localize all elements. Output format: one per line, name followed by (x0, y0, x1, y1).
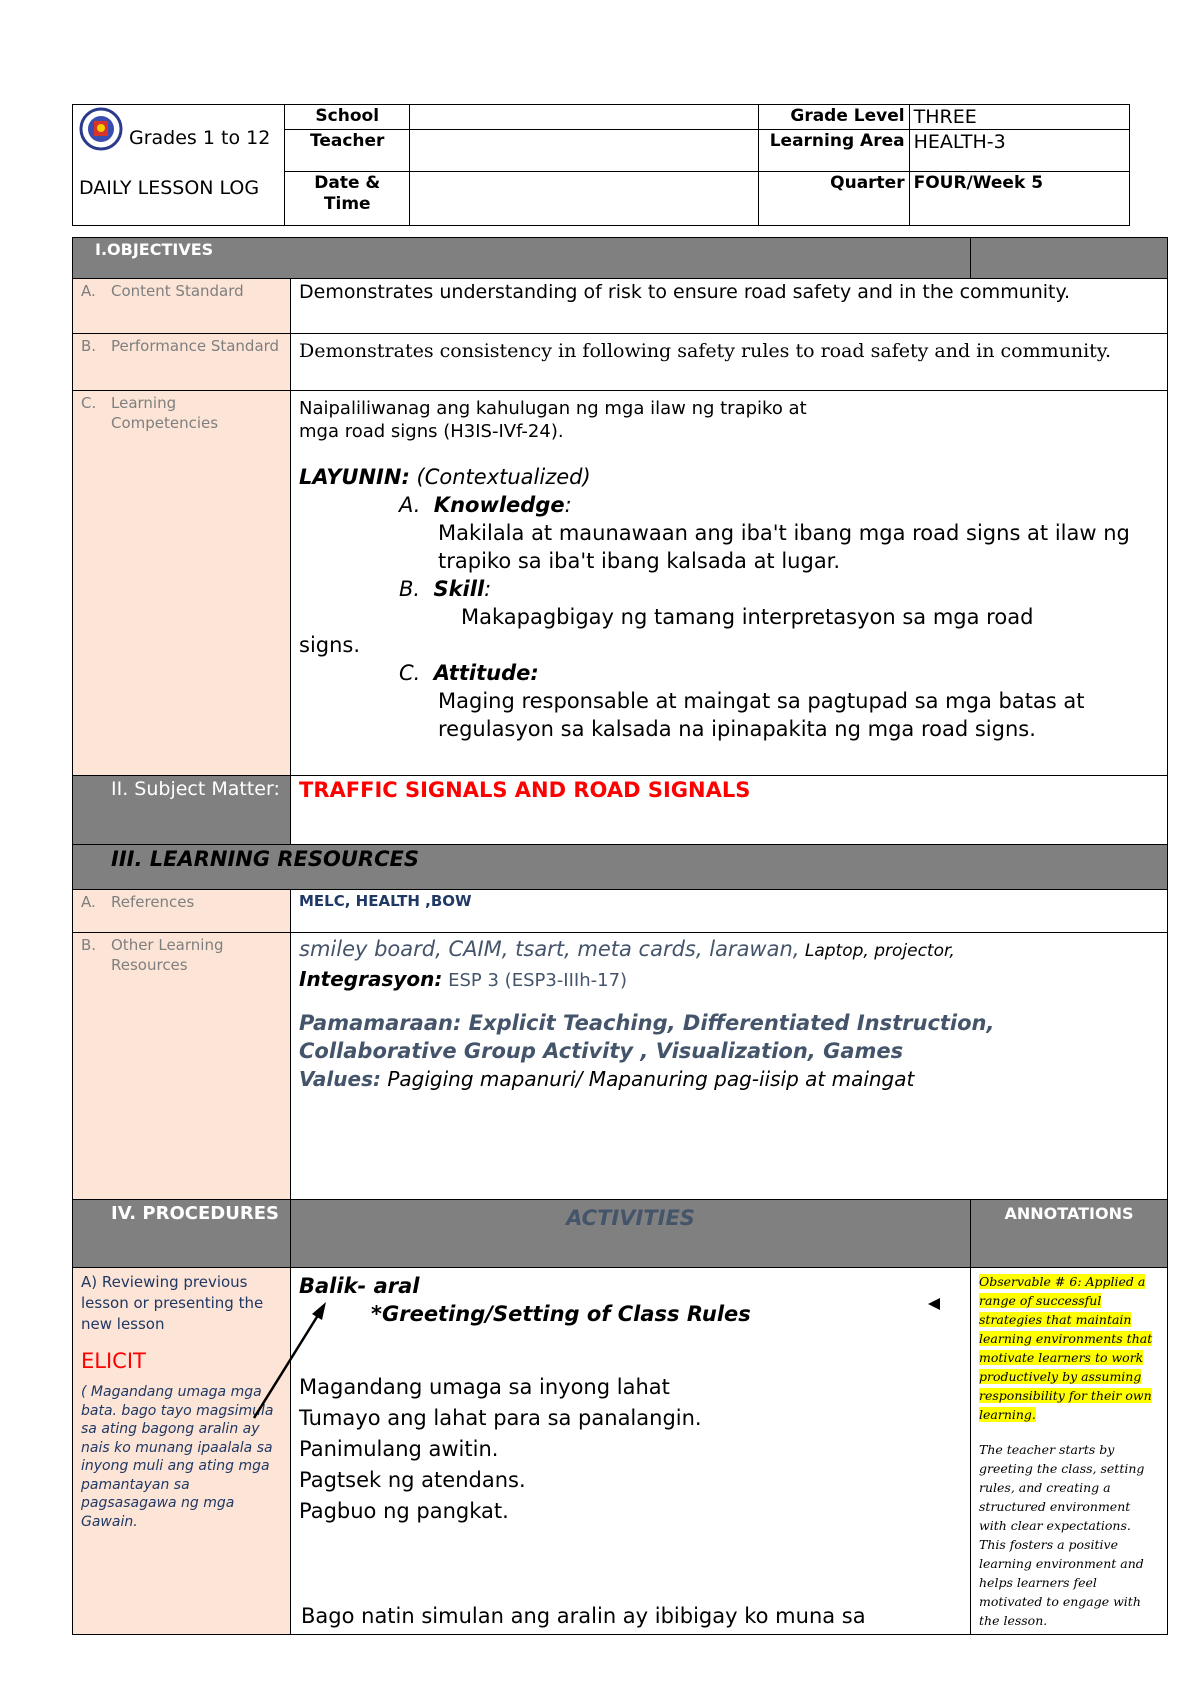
layunin-note: (Contextualized) (416, 465, 591, 489)
other-letter: B. (81, 936, 97, 954)
other-resources-cell (291, 933, 1168, 1200)
other-resources-label (73, 933, 291, 1200)
observable-note: Observable # 6: Applied a range of successful strategies that maintain learning environments that motivate learners to work productively by assuming responsibility for their own learning. (979, 1274, 1153, 1422)
ref-label-text: References (111, 893, 195, 911)
procedures-label: IV. PROCEDURES (73, 1200, 291, 1268)
school-value[interactable] (410, 105, 759, 130)
annotation-cell (971, 1268, 1168, 1635)
lesson-table (72, 237, 1168, 1635)
activity-line-2: Panimulang awitin. (299, 1437, 499, 1461)
activity-line-3: Pagtsek ng atendans. (299, 1468, 526, 1492)
values-label: Values: (299, 1067, 381, 1091)
content-label-text: Content Standard (111, 282, 244, 300)
ref-letter: A. (81, 893, 96, 911)
date-value[interactable] (410, 172, 759, 226)
greeting-rules: *Greeting/Setting of Class Rules (371, 1302, 751, 1326)
activity-line-0: Magandang umaga sa inyong lahat (299, 1375, 670, 1399)
title-line1: Grades 1 to 12 (129, 127, 271, 149)
skill-letter: B. (399, 577, 421, 601)
school-label: School (285, 105, 410, 130)
attitude-letter: C. (399, 661, 421, 685)
performance-label-text: Performance Standard (111, 337, 280, 355)
references-label (73, 890, 291, 933)
area-value[interactable]: HEALTH-3 (909, 130, 1129, 172)
materials-text: smiley board, CAIM, tsart, meta cards, larawan, (299, 937, 800, 961)
quarter-value[interactable]: FOUR/Week 5 (909, 172, 1129, 226)
elicit-label: ELICIT (81, 1349, 146, 1373)
annotations-heading: ANNOTATIONS (971, 1200, 1168, 1268)
objectives-heading-blank (971, 238, 1168, 279)
subject-matter-value: TRAFFIC SIGNALS AND ROAD SIGNALS (291, 776, 1168, 845)
competencies-label (73, 391, 291, 776)
knowledge-letter: A. (399, 493, 421, 517)
knowledge-label: Knowledge (433, 493, 565, 517)
performance-standard-label (73, 334, 291, 391)
teacher-value[interactable] (410, 130, 759, 172)
grade-value[interactable]: THREE (909, 105, 1129, 130)
competency-line1: Naipaliliwanag ang kahulugan ng mga ilaw ng trapiko at (299, 398, 807, 419)
skill-text-a: Makapagbigay ng tamang interpretasyon sa mga road (461, 605, 1034, 629)
elicit-note: ( Magandang umaga mga bata. bago tayo magsimula sa ating bagong aralin ay nais ko munang ipaalala sa inyong muli ang ating mga pamantayan sa pagsasagawa ng mga Gawain. (81, 1384, 274, 1530)
objectives-heading: I.OBJECTIVES (73, 238, 971, 279)
teacher-label: Teacher (285, 130, 410, 172)
knowledge-text: Makilala at maunawaan ang iba't ibang mga road signs at ilaw ng trapiko sa iba't ibang kalsada at lugar. (438, 521, 1130, 573)
performance-standard-text: Demonstrates consistency in following safety rules to road safety and in community. (291, 334, 1168, 391)
competency-label-text: Learning Competencies (111, 394, 219, 432)
subject-matter-label: II. Subject Matter: (73, 776, 291, 845)
materials-small: Laptop, projector, (799, 941, 955, 961)
content-letter: A. (81, 282, 96, 300)
grade-label: Grade Level (758, 105, 909, 130)
header-table (72, 104, 1130, 226)
arrow-connector-icon (240, 1300, 330, 1430)
attitude-text: Maging responsable at maingat sa pagtupad sa mga batas at regulasyon sa kalsada na ipinapakita ng mga road signs. (438, 689, 1085, 741)
skill-label: Skill (433, 577, 485, 601)
competency-letter: C. (81, 394, 97, 412)
integrasyon-label: Integrasyon: (299, 967, 443, 991)
method-line2: Collaborative Group Activity , Visualization, Games (299, 1039, 904, 1063)
deped-seal-icon (79, 107, 123, 157)
integrasyon-value: ESP 3 (ESP3-IIIh-17) (442, 970, 628, 991)
activity-line-1: Tumayo ang lahat para sa panalangin. (299, 1406, 702, 1430)
activities-cell (291, 1268, 971, 1635)
content-standard-label (73, 279, 291, 334)
attitude-label: Attitude: (433, 661, 539, 685)
title-cell (73, 105, 285, 226)
competencies-cell: Naipaliliwanag ang kahulugan ng mga ilaw ng trapiko at mga road signs (H3IS-IVf-24). LAYUNIN: (Contextualized) A. Knowledge: Makilala at maunawaan ang iba't ibang mga road signs at ilaw ng trapiko sa iba't ibang kalsada at lugar. B. Skill: Makapagbigay ng tamang interpretasyon sa mga road signs. C. Attitude: Maging responsable at maingat sa pagtupad sa mga batas at regulasyon sa kalsada na ipinapakita ng mga road signs. (291, 391, 1168, 776)
competency-line2: mga road signs (H3IS-IVf-24). (299, 421, 564, 442)
activity-last-line: Bago natin simulan ang aralin ay ibibigay ko muna sa (301, 1604, 866, 1628)
area-label: Learning Area (758, 130, 909, 172)
activity-line-4: Pagbuo ng pangkat. (299, 1499, 509, 1523)
layunin-label: LAYUNIN: (299, 465, 410, 489)
other-label-text: Other Learning Resources (111, 936, 224, 974)
triangle-pointer-icon (928, 1298, 940, 1310)
references-value: MELC, HEALTH ,BOW (291, 890, 1168, 933)
values-text: Pagiging mapanuri/ Mapanuring pag-iisip at maingat (380, 1067, 915, 1091)
resources-heading: III. LEARNING RESOURCES (73, 845, 1168, 890)
title-line2: DAILY LESSON LOG (79, 177, 260, 199)
performance-letter: B. (81, 337, 97, 355)
method-line1: Pamamaraan: Explicit Teaching, Differentiated Instruction, (299, 1011, 995, 1035)
quarter-label: Quarter (758, 172, 909, 226)
activities-heading: ACTIVITIES (291, 1200, 971, 1268)
skill-text-b: signs. (299, 633, 361, 657)
review-label: A) Reviewing previous lesson or presenting the new lesson (81, 1273, 264, 1333)
annotation-text: The teacher starts by greeting the class, setting rules, and creating a structured environment with clear expectations. This fosters a positive learning environment and helps learners feel motivated to engage with the lesson. (979, 1442, 1145, 1628)
content-standard-text: Demonstrates understanding of risk to ensure road safety and in the community. (291, 279, 1168, 334)
balik-aral: Balik- aral (299, 1274, 420, 1298)
date-label: Date & Time (285, 172, 410, 226)
